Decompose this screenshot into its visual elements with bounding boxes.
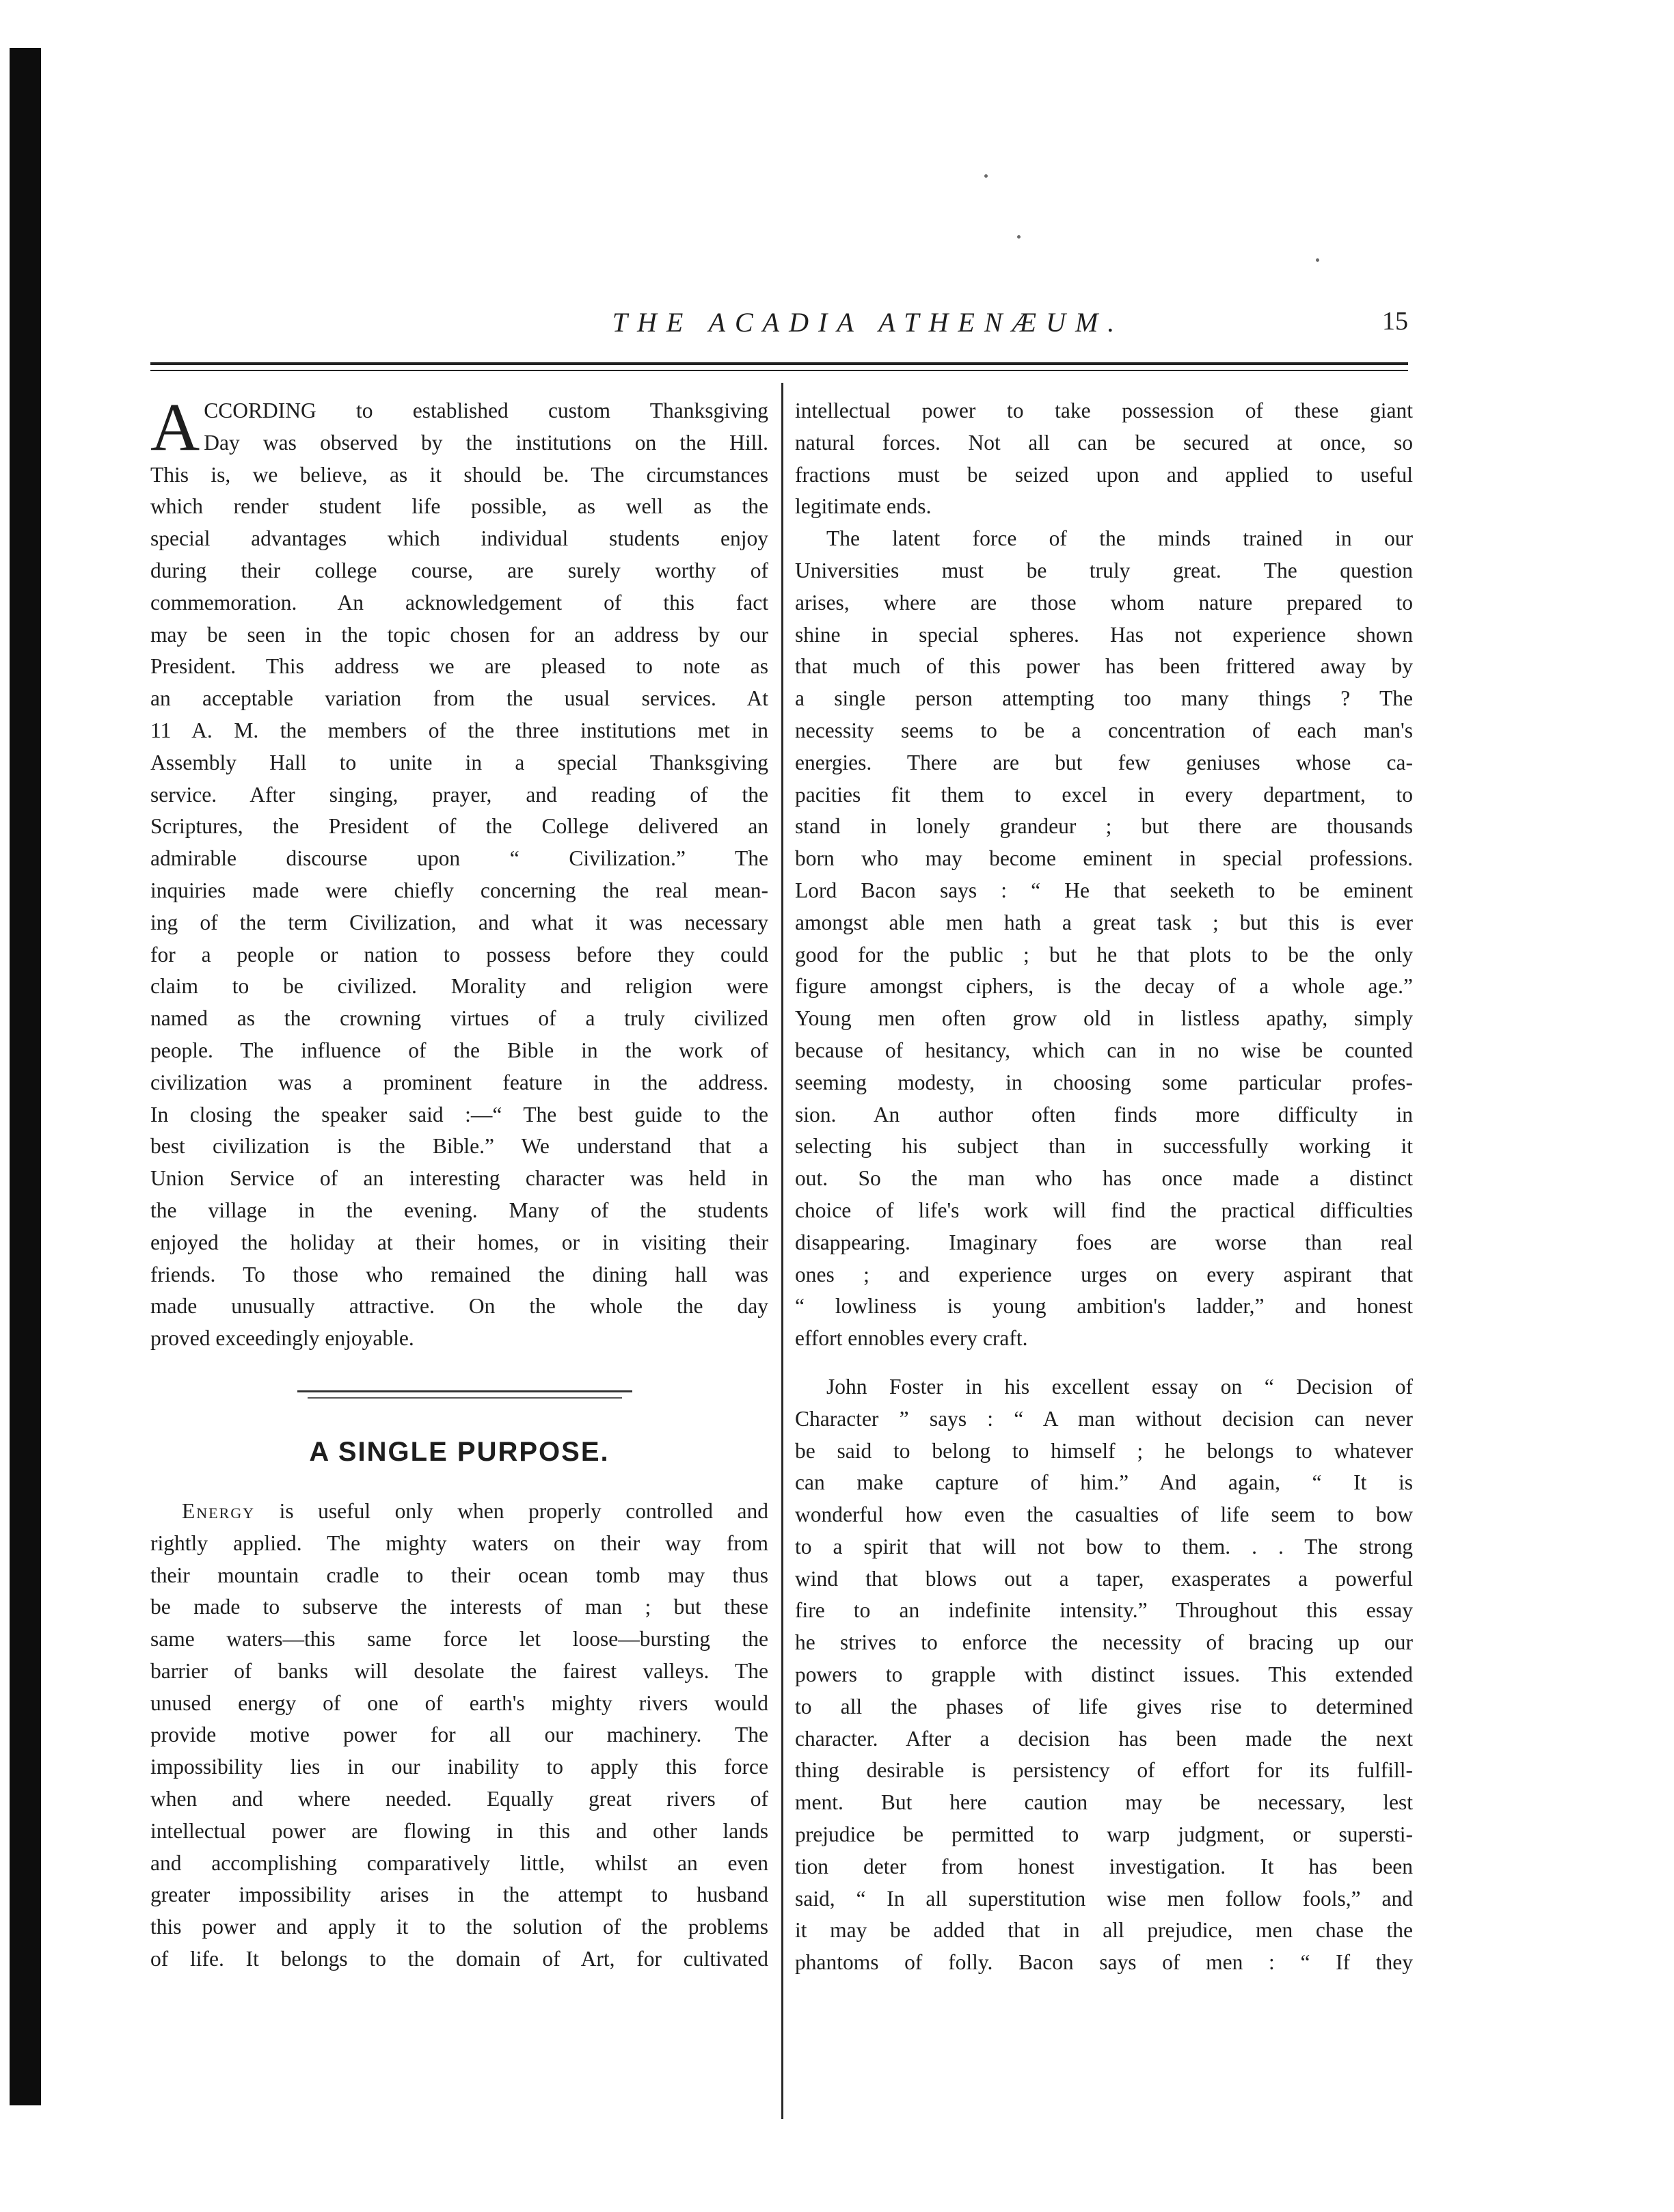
text-line: service. After singing, prayer, and reading of the: [150, 782, 768, 807]
section-separator: [150, 1355, 768, 1431]
text-line: made unusually attractive. On the whole the day: [150, 1294, 768, 1319]
text-line: In closing the speaker said :—“ The best guide to the: [150, 1102, 768, 1127]
text-line: a single person attempting too many things ? The: [795, 686, 1413, 711]
text-line: Assembly Hall to unite in a special Thanksgiving: [150, 750, 768, 774]
text-line: to a spirit that will not bow to them. . . The strong: [795, 1534, 1413, 1559]
text-line: good for the public ; but he that plots to be the only: [795, 942, 1413, 967]
text-line: ment. But here caution may be necessary, lest: [795, 1790, 1413, 1815]
article-heading: A SINGLE PURPOSE.: [309, 1436, 610, 1467]
text-line: 11 A. M. the members of the three institutions met in: [150, 718, 768, 742]
text-line: intellectual power are flowing in this and other lands: [150, 1818, 768, 1843]
text-line: Character ” says : “ A man without decision can never: [795, 1406, 1413, 1431]
text-line: Day was observed by the institutions on the Hill.: [204, 430, 768, 455]
text-line: choice of life's work will find the practical difficulties: [795, 1198, 1413, 1222]
text-line: ing of the term Civilization, and what it was necessary: [150, 910, 768, 934]
article-paragraph-2: [795, 523, 1413, 1355]
text-line: to all the phases of life gives rise to determined: [795, 1694, 1413, 1718]
thanksgiving-paragraph: [150, 389, 768, 1355]
text-line: energies. There are but few geniuses whose ca-: [795, 750, 1413, 774]
text-line: Universities must be truly great. The question: [795, 558, 1413, 582]
text-line: admirable discourse upon “ Civilization.” The: [150, 846, 768, 871]
text-line: amongst able men hath a great task ; but this is ever: [795, 910, 1413, 934]
text-line: powers to grapple with distinct issues. This extended: [795, 1662, 1413, 1687]
text-line: John Foster in his excellent essay on “ Decision of: [826, 1374, 1413, 1399]
text-line: tion deter from honest investigation. It has been: [795, 1854, 1413, 1878]
text-line: pacities fit them to excel in every department, to: [795, 782, 1413, 807]
text-line: This is, we believe, as it should be. The circumstances: [150, 462, 768, 487]
page-number: 15: [1382, 307, 1408, 336]
binding-edge: [10, 48, 41, 2105]
text-line: shine in special spheres. Has not experience shown: [795, 622, 1413, 647]
text-line: ones ; and experience urges on every aspirant that: [795, 1262, 1413, 1286]
text-line: be said to belong to himself ; he belongs to whatever: [795, 1438, 1413, 1463]
text-line: because of hesitancy, which can in no wise be counted: [795, 1038, 1413, 1062]
header-rule-thin: [150, 370, 1408, 371]
text-line: disappearing. Imaginary foes are worse than real: [795, 1230, 1413, 1254]
text-line: it may be added that in all prejudice, men chase the: [795, 1918, 1413, 1943]
page-header: [150, 306, 1408, 347]
text-line: friends. To those who remained the dining hall was: [150, 1262, 768, 1286]
header-rule-thick: [150, 362, 1408, 365]
text-line: thing desirable is persistency of effort for its fulfill-: [795, 1758, 1413, 1783]
text-line: enjoyed the holiday at their homes, or in visiting their: [150, 1230, 768, 1254]
text-line: commemoration. An acknowledgement of this fact: [150, 590, 768, 615]
text-line: people. The influence of the Bible in the work of: [150, 1038, 768, 1062]
text-line: selecting his subject than in successfully working it: [795, 1134, 1413, 1159]
text-line: the village in the evening. Many of the students: [150, 1198, 768, 1222]
text-line: Young men often grow old in listless apathy, simply: [795, 1006, 1413, 1031]
text-line: an acceptable variation from the usual services. At: [150, 686, 768, 711]
text-line: greater impossibility arises in the attempt to husband: [150, 1883, 768, 1907]
text-line: Lord Bacon says : “ He that seeketh to be eminent: [795, 878, 1413, 902]
text-line: said, “ In all superstitution wise men follow fools,” and: [795, 1886, 1413, 1911]
text-line: President. This address we are pleased to note as: [150, 654, 768, 679]
text-line: same waters—this same force let loose—bursting the: [150, 1627, 768, 1651]
text-line: be made to subserve the interests of man ; but these: [150, 1595, 768, 1619]
left-column: [150, 389, 768, 1975]
text-run: is useful only when properly controlled and: [255, 1498, 768, 1523]
text-line: character. After a decision has been made the next: [795, 1726, 1413, 1751]
text-line: special advantages which individual students enjoy: [150, 526, 768, 551]
drop-cap: A: [150, 389, 200, 465]
separator-rule: [297, 1390, 632, 1392]
text-line: sion. An author often finds more difficulty in: [795, 1102, 1413, 1127]
text-line: for a people or nation to possess before they could: [150, 942, 768, 967]
text-line: he strives to enforce the necessity of bracing up our: [795, 1630, 1413, 1655]
text-line: “ lowliness is young ambition's ladder,” and honest: [795, 1294, 1413, 1319]
text-line: arises, where are those whom nature prepared to: [795, 590, 1413, 615]
text-line: fractions must be seized upon and applied to useful: [795, 462, 1413, 487]
separator-rule: [308, 1397, 622, 1399]
text-line: seeming modesty, in choosing some particular profes-: [795, 1070, 1413, 1094]
text-line: which render student life possible, as well as the: [150, 494, 768, 519]
running-title: THE ACADIA ATHENÆUM.: [612, 307, 1124, 338]
text-line: out. So the man who has once made a distinct: [795, 1166, 1413, 1191]
text-line: effort ennobles every craft.: [795, 1326, 1028, 1351]
text-line: best civilization is the Bible.” We understand that a: [150, 1134, 768, 1159]
text-line: wind that blows out a taper, exasperates a powerful: [795, 1566, 1413, 1591]
text-line: impossibility lies in our inability to apply this force: [150, 1755, 768, 1779]
text-line: unused energy of one of earth's mighty rivers would: [150, 1690, 768, 1715]
text-line: rightly applied. The mighty waters on their way from: [150, 1530, 768, 1555]
article-paragraph-1-continued: [795, 395, 1413, 523]
text-line: can make capture of him.” And again, “ It is: [795, 1470, 1413, 1495]
right-column: [795, 395, 1413, 1979]
article-paragraph-3: [795, 1371, 1413, 1979]
text-line: necessity seems to be a concentration of each man's: [795, 718, 1413, 742]
text-line: wonderful how even the casualties of life seem to bow: [795, 1502, 1413, 1527]
text-line: stand in lonely grandeur ; but there are thousands: [795, 814, 1413, 839]
column-divider: [781, 383, 783, 2119]
text-line: of life. It belongs to the domain of Art, for cultivated: [150, 1947, 768, 1971]
text-line: when and where needed. Equally great rivers of: [150, 1787, 768, 1811]
text-line: may be seen in the topic chosen for an address by our: [150, 622, 768, 647]
text-line: and accomplishing comparatively little, whilst an even: [150, 1850, 768, 1875]
text-line: provide motive power for all our machinery. The: [150, 1723, 768, 1747]
text-line: fire to an indefinite intensity.” Throughout this essay: [795, 1598, 1413, 1623]
text-line: figure amongst ciphers, is the decay of a whole age.”: [795, 974, 1413, 999]
text-line: named as the crowning virtues of a truly civilized: [150, 1006, 768, 1031]
text-line: prejudice be permitted to warp judgment, or supersti-: [795, 1822, 1413, 1847]
paper-speck: [1316, 258, 1319, 262]
text-line: Union Service of an interesting character was held in: [150, 1166, 768, 1191]
paragraph-gap: [795, 1355, 1413, 1371]
text-line: during their college course, are surely worthy of: [150, 558, 768, 582]
lead-word: Energy: [182, 1498, 256, 1523]
text-line: claim to be civilized. Morality and religion were: [150, 974, 768, 999]
text-line: civilization was a prominent feature in the address.: [150, 1070, 768, 1094]
text-line: Scriptures, the President of the College delivered an: [150, 814, 768, 839]
text-line: that much of this power has been frittered away by: [795, 654, 1413, 679]
text-line: intellectual power to take possession of these giant: [795, 399, 1413, 422]
text-line: proved exceedingly enjoyable.: [150, 1326, 414, 1351]
text-line: legitimate ends.: [795, 494, 932, 519]
text-line: CCORDING to established custom Thanksgiving: [204, 399, 768, 422]
text-line: [150, 1496, 768, 1528]
text-line: barrier of banks will desolate the fairest valleys. The: [150, 1658, 768, 1683]
text-line: inquiries made were chiefly concerning the real mean-: [150, 878, 768, 902]
text-line: their mountain cradle to their ocean tomb may thus: [150, 1563, 768, 1587]
text-line: natural forces. Not all can be secured at once, so: [795, 430, 1413, 455]
text-line: The latent force of the minds trained in our: [826, 526, 1413, 551]
text-line: this power and apply it to the solution of the problems: [150, 1915, 768, 1939]
paper-speck: [984, 174, 988, 178]
text-line: born who may become eminent in special professions.: [795, 846, 1413, 871]
article-paragraph-1: [150, 1496, 768, 1975]
text-line: phantoms of folly. Bacon says of men : “ If they: [795, 1950, 1413, 1975]
paper-speck: [1017, 235, 1021, 239]
